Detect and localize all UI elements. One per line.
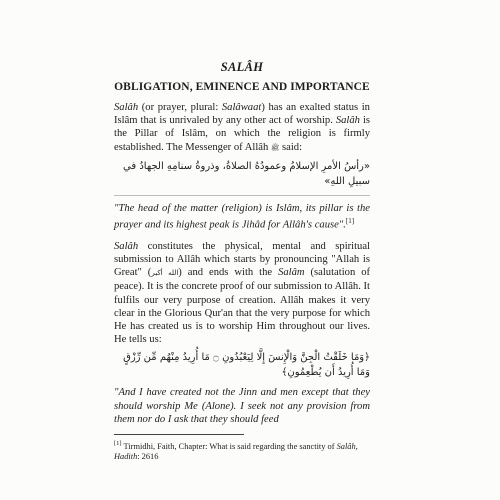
verse-translation [114,386,370,426]
honorific-symbol: ﷺ [270,143,280,152]
text: : 2616 [137,452,159,462]
text-italic: Salâh [335,115,360,127]
paragraph-intro [114,101,370,155]
text-italic: Salâh, Hadith [114,441,358,462]
page-content [114,60,370,463]
arabic-quran-verse: ﴿وَمَا خَلَقْتُ الْجِنَّ وَالْإِنسَ إِلَّا لِيَعْبُدُونِ ۝ مَا أُرِيدُ مِنْهُم مِّن رِّزْقٍ وَمَا أُرِيدُ أَن يُطْعِمُونِ﴾ [123,352,370,379]
text: ) and ends with the [178,267,279,279]
text: is the Pillar of Islâm, on which the religion is firmly established. The Messenger of Allâh [114,115,371,153]
quote-text: "And I have created not the Jinn and men except that they should worship Me (Alone). I seek not any provision from them nor do I ask that they should feed [114,387,370,425]
hadith-translation [114,195,370,232]
text-italic: Salâh [114,240,139,252]
arabic-hadith: «رأسُ الأمرِ الإسلامُ وعمودُهُ الصلاةُ، وذروةُ سنامِهِ الجهادُ في سبيلِ اللهِ» [123,160,370,187]
paragraph-submission [114,240,370,347]
text-italic: Salâwaat [221,102,262,113]
text: ) has an exalted status in Islâm that is unrivaled by any other act of worship. [114,102,370,127]
text: constitutes the physical, mental and spiritual submission to Allâh which starts by pronouncing "Allah is Great" ( [114,240,370,279]
arabic-takbir: الله أكبر [151,269,179,278]
section-heading: OBLIGATION, EMINENCE AND IMPORTANCE [114,81,370,93]
text-italic: Salâm [278,267,305,279]
text: said: [279,141,303,153]
footnote [114,439,370,463]
chapter-title: SALÂH [220,60,264,74]
text: Tirmidhi, Faith, Chapter: What is said regarding the sanctity of [121,441,337,451]
footnote-number: [1] [114,439,122,447]
text-italic: Salâh [114,102,139,113]
text: (or prayer, plural: [138,102,222,113]
footnote-marker: [1] [345,217,355,226]
footnote-divider [114,434,244,435]
text: (salutation of peace). It is the concrete proof of our submission to Allâh. It fulfils our very purpose of creation. Allâh makes it very clear in the Glorious Qur'an that the very purpose for which He has created us is to worship Him throughout our lives. He tells us: [114,267,371,346]
quote-text: "The head of the matter (religion) is Islâm, its pillar is the prayer and its highest peak is Jihâd for Allâh's cause". [114,202,370,231]
